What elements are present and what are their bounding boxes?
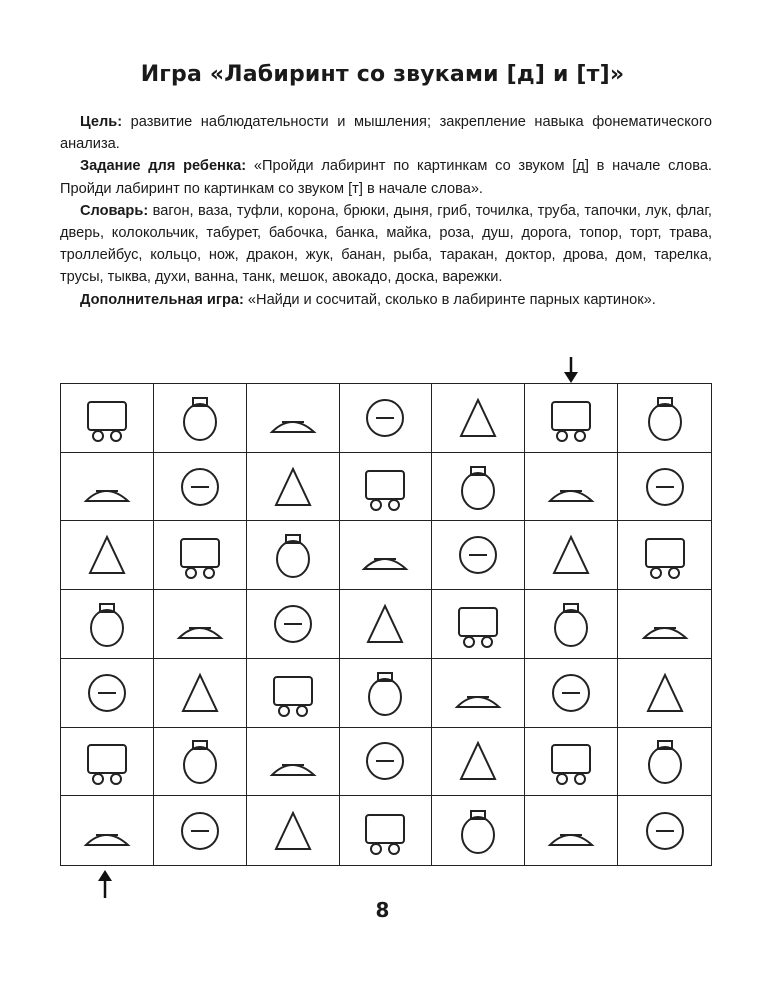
wagon-icon — [76, 392, 138, 444]
trolleybus-icon — [354, 598, 416, 650]
flag-icon — [447, 461, 509, 513]
maze-cell — [618, 384, 711, 453]
goal-paragraph — [60, 111, 712, 155]
vocabulary-label: Словарь: — [80, 202, 149, 219]
goal-text: развитие наблюдательности и мышления; закрепление навыка фонематического анализа. — [60, 114, 712, 153]
beetle-icon — [76, 667, 138, 719]
grass-icon — [262, 598, 324, 650]
maze-cell — [61, 659, 154, 728]
doctor-icon — [447, 667, 509, 719]
task-paragraph — [60, 155, 712, 199]
knife-icon — [540, 598, 602, 650]
road-icon — [634, 529, 696, 581]
maze-cell — [154, 590, 247, 659]
maze-cell — [247, 659, 340, 728]
maze-cell — [340, 659, 433, 728]
maze-cell — [432, 728, 525, 797]
maze-grid — [60, 383, 712, 866]
axe-icon — [76, 598, 138, 650]
maze-cell — [525, 796, 618, 865]
maze-cell — [61, 590, 154, 659]
maze-cell — [432, 521, 525, 590]
maze-cell — [154, 659, 247, 728]
bathtub-icon — [634, 735, 696, 787]
maze-cell — [340, 521, 433, 590]
maze-cell — [154, 796, 247, 865]
can-icon — [262, 529, 324, 581]
maze-cell — [525, 521, 618, 590]
maze-cell — [247, 796, 340, 865]
maze-cell — [340, 453, 433, 522]
board-icon — [447, 805, 509, 857]
maze-cell — [61, 796, 154, 865]
maze-cell — [618, 590, 711, 659]
banana-icon — [169, 667, 231, 719]
maze-cell — [154, 453, 247, 522]
butterfly-icon — [169, 529, 231, 581]
ring-icon — [447, 598, 509, 650]
maze-cell — [247, 453, 340, 522]
maze-cell — [432, 659, 525, 728]
perfume-icon — [447, 735, 509, 787]
pumpkin-icon — [354, 735, 416, 787]
maze-cell — [432, 384, 525, 453]
fish-icon — [262, 667, 324, 719]
maze-cell — [154, 384, 247, 453]
dragon-icon — [634, 598, 696, 650]
maze-cell — [247, 590, 340, 659]
start-arrow-down-icon — [564, 357, 578, 383]
cockroach-icon — [354, 667, 416, 719]
extra-game-text: «Найди и сосчитай, сколько в лабиринте парных картинок». — [243, 291, 656, 308]
shoes-icon — [262, 392, 324, 444]
shower-icon — [540, 529, 602, 581]
maze-cell — [61, 384, 154, 453]
firewood-icon — [540, 667, 602, 719]
house-icon — [634, 667, 696, 719]
maze-cell — [525, 453, 618, 522]
maze-cell — [525, 590, 618, 659]
crown-icon — [354, 392, 416, 444]
crown-icon — [634, 805, 696, 857]
maze-cell — [432, 796, 525, 865]
maze-cell — [340, 384, 433, 453]
page-title: Игра «Лабиринт со звуками [д] и [т]» — [140, 62, 625, 87]
stool-icon — [76, 529, 138, 581]
maze-cell — [618, 521, 711, 590]
extra-game-label: Дополнительная игра: — [80, 291, 244, 308]
slippers-icon — [262, 461, 324, 513]
vase-icon — [169, 392, 231, 444]
maze-cell — [247, 384, 340, 453]
avocado-icon — [354, 805, 416, 857]
maze-cell — [340, 728, 433, 797]
task-label: Задание для ребенка: — [80, 158, 247, 175]
tank-icon — [76, 805, 138, 857]
vocabulary-paragraph — [60, 200, 712, 289]
rose-icon — [447, 529, 509, 581]
maze-cell — [154, 521, 247, 590]
sack-icon — [169, 805, 231, 857]
maze-cell — [618, 728, 711, 797]
maze-cell — [618, 796, 711, 865]
door-icon — [540, 461, 602, 513]
maze-cell — [154, 728, 247, 797]
maze-cell — [432, 590, 525, 659]
plate-icon — [169, 735, 231, 787]
maze-cell — [247, 521, 340, 590]
bathtub-icon — [262, 805, 324, 857]
maze-cell — [618, 659, 711, 728]
trousers-icon — [447, 392, 509, 444]
maze-cell — [61, 521, 154, 590]
mittens-icon — [540, 805, 602, 857]
maze-cell — [525, 728, 618, 797]
maze-cell — [525, 659, 618, 728]
instructions — [60, 111, 712, 311]
maze-cell — [247, 728, 340, 797]
task-text: «Пройди лабиринт по картинкам со звуком [д] в начале слова. Пройди лабиринт по картинкам со звуком [т] в начале слова». — [60, 158, 712, 197]
mushroom-icon — [634, 392, 696, 444]
bell-icon — [634, 461, 696, 513]
extra-game-paragraph — [60, 289, 712, 311]
telescope-icon — [169, 461, 231, 513]
finish-arrow-up-icon — [98, 870, 112, 898]
vocabulary-text: вагон, ваза, туфли, корона, брюки, дыня, гриб, точилка, труба, тапочки, лук, флаг, дверь, колокольчик, табурет, бабочка, банка, майка, роза, душ, дорога, топор, торт, трава, троллейбус, кольцо, нож, дракон, жук, банан, рыба, таракан, доктор, дрова, дом, тарелка, трусы, тыква, духи, ванна, танк, мешок, авокадо, доска, варежки. — [60, 202, 712, 286]
cake-icon — [169, 598, 231, 650]
page-number: 8 — [375, 898, 390, 922]
maze-cell — [525, 384, 618, 453]
onion-icon — [354, 461, 416, 513]
maze-cell — [432, 453, 525, 522]
maze-cell — [340, 590, 433, 659]
sharpener-icon — [76, 461, 138, 513]
maze-cell — [61, 453, 154, 522]
can-icon — [540, 735, 602, 787]
melon-icon — [540, 392, 602, 444]
maze-cell — [618, 453, 711, 522]
tank-top-icon — [354, 529, 416, 581]
goal-label: Цель: — [80, 114, 123, 130]
diaper-icon — [262, 735, 324, 787]
maze-cell — [340, 796, 433, 865]
maze-cell — [61, 728, 154, 797]
telescope-icon — [76, 735, 138, 787]
